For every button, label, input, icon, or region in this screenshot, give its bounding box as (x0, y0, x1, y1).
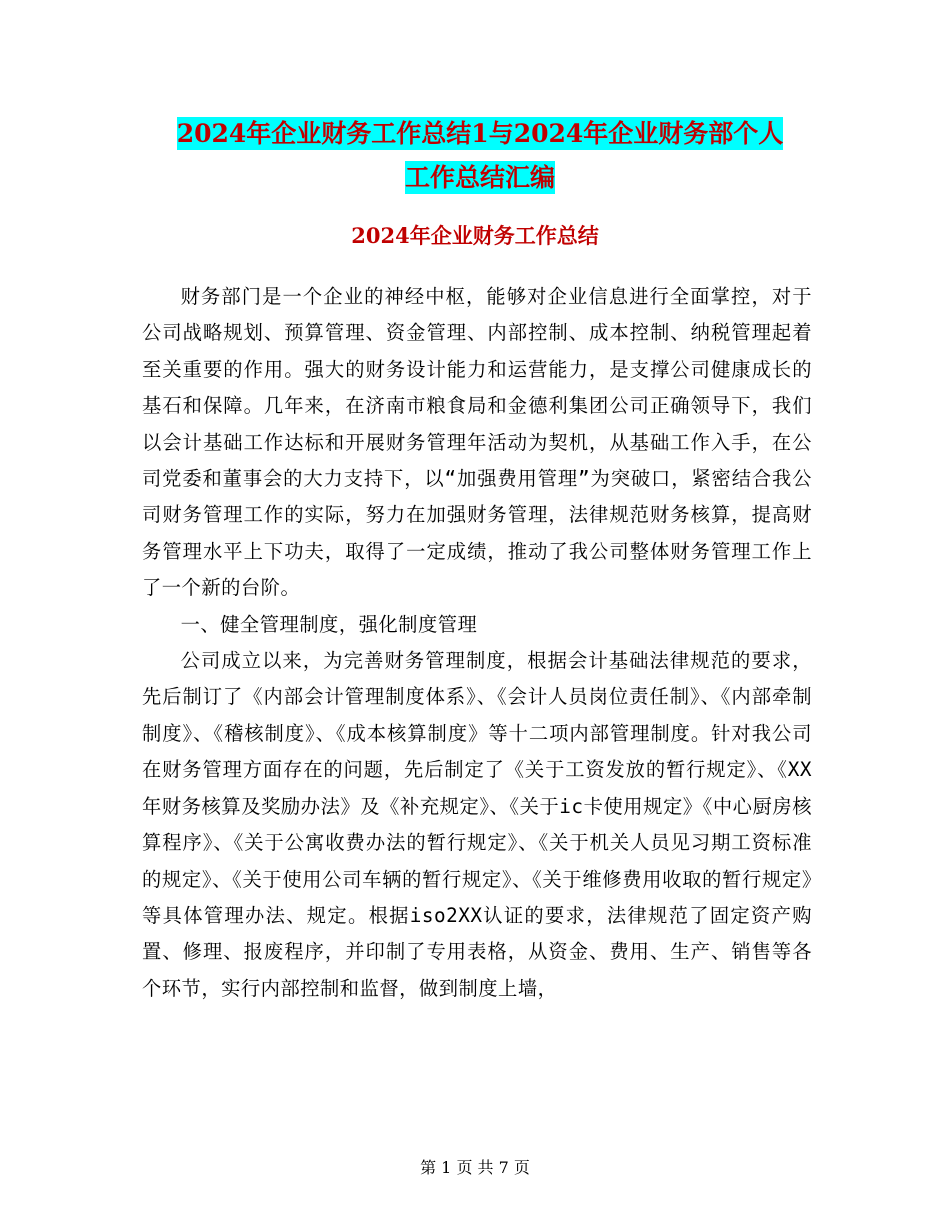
document-title (130, 112, 830, 200)
title-line-2: 工作总结汇编 (404, 163, 555, 192)
paragraph-intro: 财务部门是一个企业的神经中枢，能够对企业信息进行全面掌控，对于公司战略规划、预算管理、资金管理、内部控制、成本控制、纳税管理起着至关重要的作用。强大的财务设计能力和运营能力，是支撑公司健康成长的基石和保障。几年来，在济南市粮食局和金德利集团公司正确领导下，我们以会计基础工作达标和开展财务管理年活动为契机，从基础工作入手，在公司党委和董事会的大力支持下，以“加强费用管理”为突破口，紧密结合我公司财务管理工作的实际，努力在加强财务管理，法律规范财务核算，提高财务管理水平上下功夫，取得了一定成绩，推动了我公司整体财务管理工作上了一个新的台阶。 (142, 285, 812, 600)
section-title: 2024年企业财务工作总结 (351, 223, 599, 248)
document-body (142, 279, 812, 1007)
paragraph-heading-1: 一、健全管理制度，强化制度管理 (180, 612, 478, 636)
page-footer: 第 1 页 共 7 页 (420, 1158, 530, 1177)
title-line-1: 2024年企业财务工作总结1与2024年企业财务部个人 (176, 119, 784, 148)
paragraph-regulations: 公司成立以来，为完善财务管理制度，根据会计基础法律规范的要求，先后制订了《内部会计管理制度体系》、《会计人员岗位责任制》、《内部牵制制度》、《稽核制度》、《成本核算制度》等十二项内部管理制度。针对我公司在财务管理方面存在的问题，先后制定了《关于工资发放的暂行规定》、《XX年财务核算及奖励办法》及《补充规定》、《关于ic卡使用规定》《中心厨房核算程序》、《关于公寓收费办法的暂行规定》、《关于机关人员见习期工资标准的规定》、《关于使用公司车辆的暂行规定》、《关于维修费用收取的暂行规定》等具体管理办法、规定。根据iso2XX认证的要求，法律规范了固定资产购置、修理、报废程序，并印制了专用表格，从资金、费用、生产、销售等各个环节，实行内部控制和监督，做到制度上墙， (142, 649, 812, 1000)
